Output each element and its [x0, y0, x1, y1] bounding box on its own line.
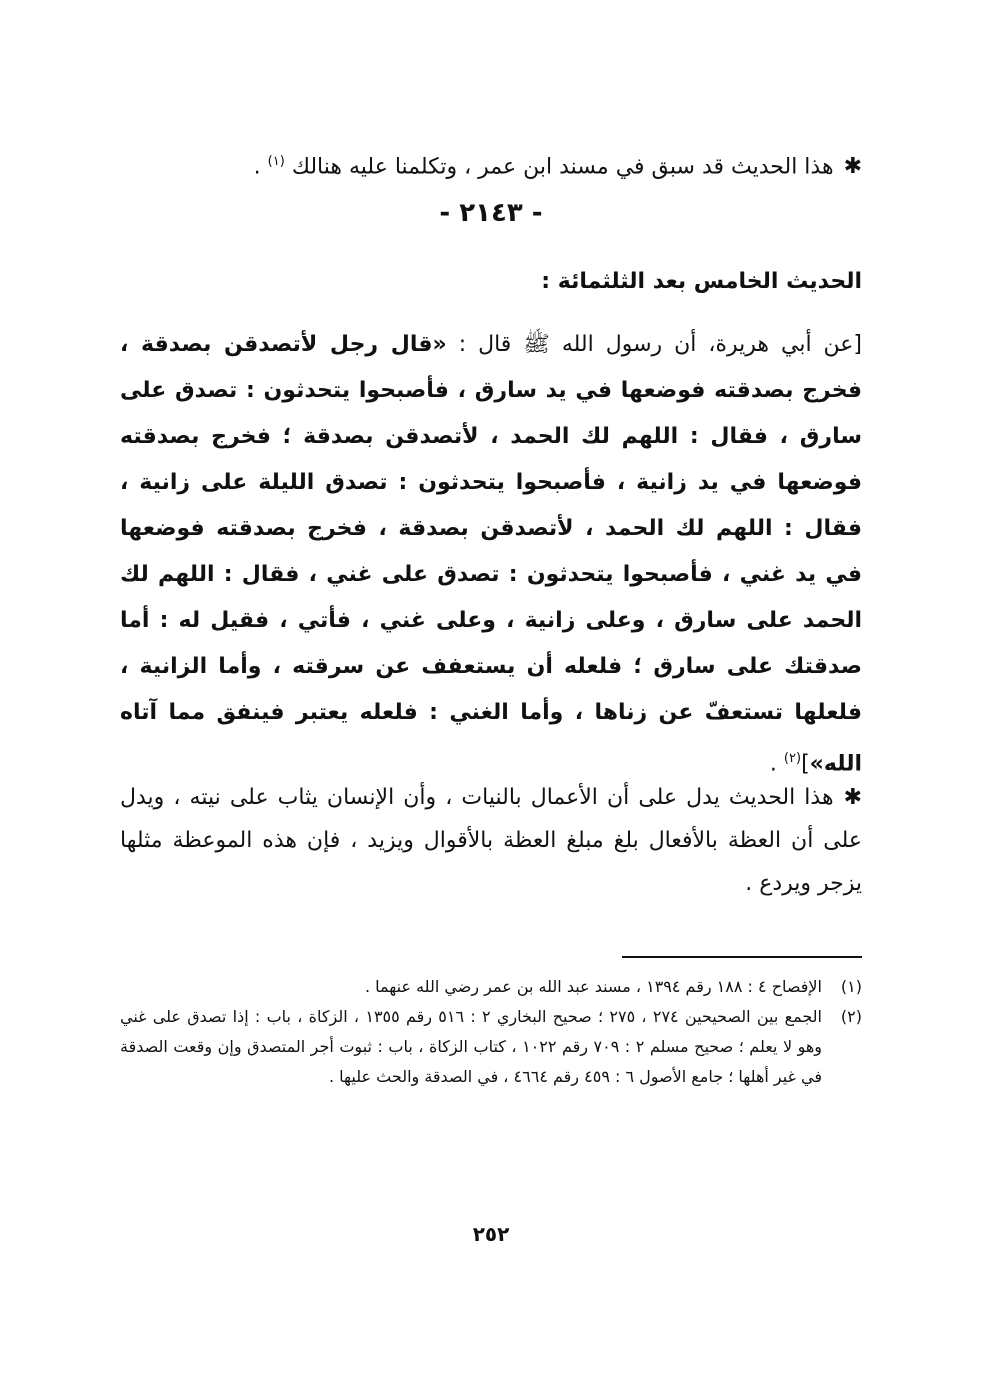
hadith-number: - ٢١٤٣ - — [439, 198, 543, 228]
hadith-open: [عن أبي هريرة، أن رسول الله ﷺ قال : — [446, 332, 863, 357]
footnote-1 — [120, 972, 862, 1002]
footnote-ref-2: (٢) — [783, 751, 802, 766]
footnote-text: الإفصاح ٤ : ١٨٨ رقم ١٣٩٤ ، مسند عبد الله بن عمر رضي الله عنهما . — [364, 977, 822, 996]
page-number: ٢٥٢ — [472, 1222, 510, 1246]
footnotes — [120, 972, 862, 1092]
footnote-number: (٢) — [840, 1007, 862, 1026]
intro-text: هذا الحديث قد سبق في مسند ابن عمر ، وتكلمنا عليه هنالك — [291, 154, 834, 180]
intro-paragraph — [120, 140, 862, 188]
commentary-paragraph — [120, 776, 862, 905]
hadith-text — [120, 322, 862, 787]
footnote-ref-1: (١) — [267, 154, 285, 169]
commentary-text-line — [120, 776, 862, 905]
asterisk-icon: ✱ — [843, 785, 862, 810]
hadith-end: . — [769, 751, 784, 777]
commentary-text: هذا الحديث يدل على أن الأعمال بالنيات ، وأن الإنسان يثاب على نيته ، ويدل على أن العظة بالأفعال بلغ مبلغ العظة بالأقوال ويزيد ، فإن هذه الموعظة مثلها يزجر ويردع . — [120, 785, 862, 896]
asterisk-icon: ✱ — [843, 154, 862, 180]
footnote-2 — [120, 1002, 862, 1092]
footnote-number: (١) — [840, 977, 862, 996]
footnote-text: الجمع بين الصحيحين ٢٧٤ ، ٢٧٥ ؛ صحيح البخاري ٢ : ٥١٦ رقم ١٣٥٥ ، الزكاة ، باب : إذا تصدق على غني وهو لا يعلم ؛ صحيح مسلم ٢ : ٧٠٩ رقم ١٠٢٢ ، كتاب الزكاة ، باب : ثبوت أجر المتصدق وإن وقعت الصدقة في غير أهلها ؛ جامع الأصول ٦ : ٤٥٩ رقم ٤٦٦٤ ، في الصدقة والحث عليها . — [120, 1007, 823, 1086]
hadith-heading: الحديث الخامس بعد الثلثمائة : — [541, 269, 862, 294]
hadith-close: ] — [801, 751, 810, 777]
intro-text-line — [120, 140, 862, 188]
footnote-divider — [622, 956, 862, 958]
intro-end: . — [253, 154, 268, 180]
hadith-quote: «قال رجل لأتصدقن بصدقة ، فخرج بصدقته فوضعها في يد سارق ، فأصبحوا يتحدثون : تصدق على سارق ، فقال : اللهم لك الحمد ، لأتصدقن بصدقة ؛ فخرج بصدقته فوضعها في يد زانية ، فأصبحوا يتحدثون : تصدق الليلة على زانية ، فقال : اللهم لك الحمد ، لأتصدقن بصدقة ، فخرج بصدقته فوضعها في يد غني ، فأصبحوا يتحدثون : تصدق على غني ، فقال : اللهم لك الحمد على سارق ، وعلى زانية ، وعلى غني ، فأتي ، فقيل له : أما صدقتك على سارق ؛ فلعله أن يستعفف عن سرقته ، وأما الزانية ، فلعلها تستعفّ عن زناها ، وأما الغني : فلعله يعتبر فينفق مما آتاه الله» — [120, 332, 862, 777]
